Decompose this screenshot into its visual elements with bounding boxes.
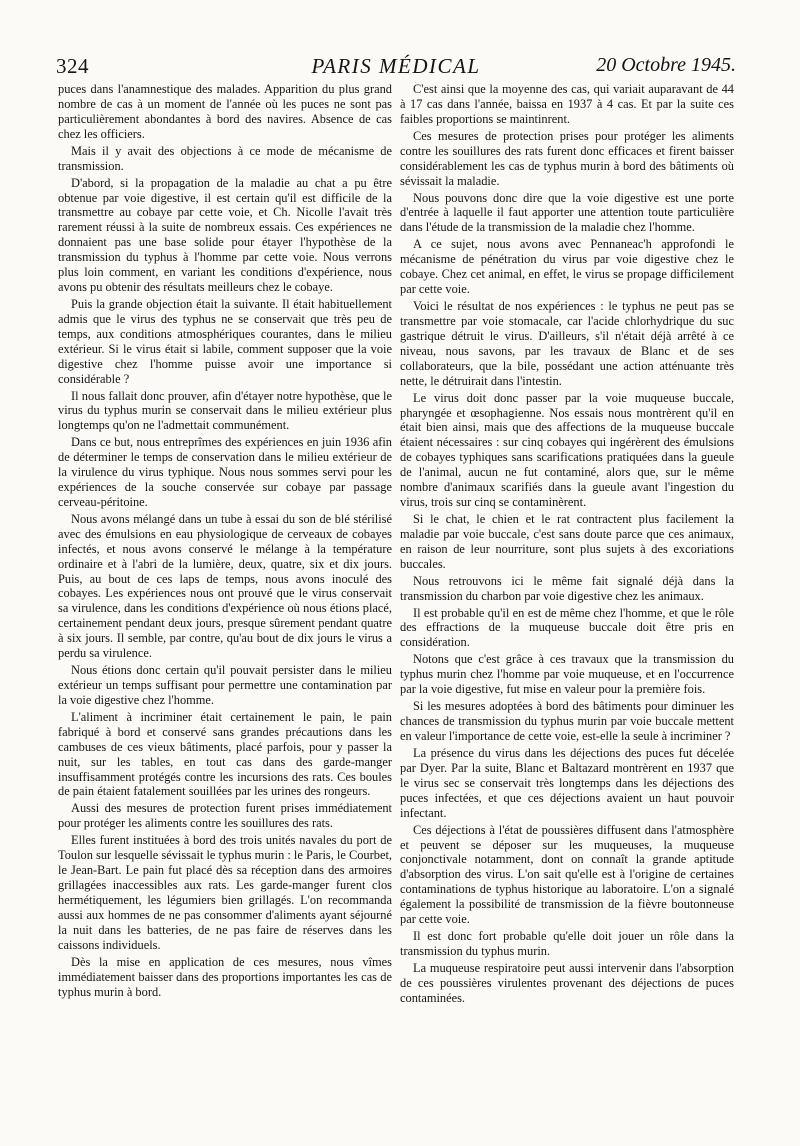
- paragraph: Dans ce but, nous entreprîmes des expériences en juin 1936 afin de déterminer le temps de conservation dans le milieu extérieur de la virulence du virus typhique. Nous nous sommes servi pour les expériences de la souche conservée sur cobaye par passage cerveau-péritoine.: [58, 435, 392, 509]
- paragraph: Nous retrouvons ici le même fait signalé déjà dans la transmission du charbon par voie digestive chez les animaux.: [400, 573, 734, 603]
- paragraph: Si le chat, le chien et le rat contractent plus facilement la maladie par voie buccale, c'est sans doute parce que ces animaux, en raison de leur nourriture, sont plus sujets à des excoriations buccales.: [400, 511, 734, 571]
- paragraph: puces dans l'anamnestique des malades. Apparition du plus grand nombre de cas à un moment de l'année où les puces ne sont pas particulièrement abondantes à bord des navires. Absence de cas chez les officiers.: [58, 82, 392, 141]
- page-header: [56, 54, 736, 78]
- paragraph: A ce sujet, nous avons avec Pennaneac'h approfondi le mécanisme de pénétration du virus par voie digestive chez le cobaye. Chez cet animal, en effet, le virus se propage difficilement par cette voie.: [400, 237, 734, 297]
- paragraph: L'aliment à incriminer était certainement le pain, le pain fabriqué à bord et conservé sans grandes précautions dans les cambuses de ces vieux bâtiments, placé parfois, pour y passer la nuit, sur les tables, en tout cas dans des garde-manger insuffisamment protégés contre les incursions des rats. Ces boules de pain étaient fatalement souillées par les urines des rongeurs.: [58, 709, 392, 799]
- paragraph: Ces déjections à l'état de poussières diffusent dans l'atmosphère et peuvent se déposer sur les muqueuses, la muqueuse conjonctivale notamment, dont on connaît la grande aptitude d'absorption des virus. L'on sait qu'elle est à l'origine de certaines contaminations de typhus historique au laboratoire. L'on a signalé également la possibilité de transmission de la fièvre boutonneuse par cette voie.: [400, 822, 734, 927]
- issue-date: 20 Octobre 1945.: [596, 54, 736, 76]
- paragraph: Ces mesures de protection prises pour protéger les aliments contre les souillures des rats furent donc efficaces et firent baisser considérablement les cas de typhus murin à bord des bâtiments où sévissait la maladie.: [400, 128, 734, 188]
- paragraph: Il est donc fort probable qu'elle doit jouer un rôle dans la transmission du typhus murin.: [400, 929, 734, 958]
- left-column: [58, 82, 392, 1002]
- paragraph: Le virus doit donc passer par la voie muqueuse buccale, pharyngée et œsophagienne. Nos essais nous montrèrent qu'il en était bien ainsi, mais que des affections de la muqueuse buccale étaient nécessaires : sur cinq cobayes qui ingérèrent des émulsions de cobayes typhiques sans scarifications pratiquées dans la gueule de l'animal, aucun ne fut contaminé, alors que, sur le même nombre d'animaux scarifiés dans la gueule avant l'ingestion du virus, trois sur cinq se contaminèrent.: [400, 390, 734, 509]
- paragraph: Nous avons mélangé dans un tube à essai du son de blé stérilisé avec des émulsions en eau physiologique de cerveaux de cobayes infectés, et nous avons conservé le mélange à la température ordinaire et à l'abri de la lumière, deux, quatre, six et dix jours. Puis, au bout de ces laps de temps, nous avons inoculé des cobayes. Les expériences nous ont prouvé que le virus conservait sa virulence, dans les conditions d'expérience où nous étions placé, certainement pendant deux jours, presque sûrement pendant quatre à six jours. Il semble, par contre, qu'au bout de dix jours le virus a perdu sa virulence.: [58, 511, 392, 661]
- paragraph: Elles furent instituées à bord des trois unités navales du port de Toulon sur lesquelle sévissait le typhus murin : le Paris, le Courbet, le Jean-Bart. Le pain fut placé dès sa réception dans des armoires grillagées inaccessibles aux rats. Les garde-manger furent clos hermétiquement, les légumiers bien grillagés. L'on recommanda aussi aux hommes de ne pas consommer d'aliments ayant séjourné la nuit dans les batteries, de ne pas faire de réserves dans les caissons individuels.: [58, 833, 392, 952]
- paragraph: Si les mesures adoptées à bord des bâtiments pour diminuer les chances de transmission du typhus murin par voie buccale mettent en valeur l'importance de cette voie, est-elle la seule à incriminer ?: [400, 699, 734, 743]
- page-number: 324: [56, 54, 89, 78]
- paragraph: Il est probable qu'il en est de même chez l'homme, et que le rôle des effractions de la muqueuse buccale doit être pris en considération.: [400, 605, 734, 650]
- journal-title: PARIS MÉDICAL: [311, 54, 481, 78]
- paragraph: La présence du virus dans les déjections des puces fut décelée par Dyer. Par la suite, Blanc et Baltazard montrèrent en 1937 que le virus sec se conservait très longtemps dans les déjections des puces infectées, et que ces déjections avaient un haut pouvoir infectant.: [400, 746, 734, 820]
- paragraph: Mais il y avait des objections à ce mode de mécanisme de transmission.: [58, 143, 392, 173]
- paragraph: Dès la mise en application de ces mesures, nous vîmes immédiatement baisser dans des proportions importantes les cas de typhus murin à bord.: [58, 954, 392, 999]
- right-column: [400, 82, 734, 1008]
- paragraph: Notons que c'est grâce à ces travaux que la transmission du typhus murin chez l'homme par voie muqueuse, et en l'occurrence par la voie digestive, fut mise en valeur pour la première fois.: [400, 652, 734, 697]
- paragraph: Aussi des mesures de protection furent prises immédiatement pour protéger les aliments contre les souillures des rats.: [58, 801, 392, 831]
- paragraph: Il nous fallait donc prouver, afin d'étayer notre hypothèse, que le virus du typhus murin se conservait dans le milieu extérieur plus longtemps qu'on ne l'admettait communément.: [58, 388, 392, 433]
- paragraph: Voici le résultat de nos expériences : le typhus ne peut pas se transmettre par voie stomacale, car l'acide chlorhydrique du suc gastrique détruit le virus. D'ailleurs, s'il n'était déjà arrêté à ce niveau, nous savons, par les travaux de Blanc et de ses collaborateurs, que la bile, possédant une action atténuante très nette, le détruirait dans l'intestin.: [400, 299, 734, 388]
- paragraph: D'abord, si la propagation de la maladie au chat a pu être obtenue par voie digestive, il est certain qu'il est difficile de la transmettre au cobaye par cette voie, et Ch. Nicolle l'avait très rarement réussi à la suite de nombreux essais. Ces expériences ne donnaient pas une base solide pour étayer l'hypothèse de la transmission du typhus à l'homme par cette voie. Nous verrons plus loin comment, en variant les conditions d'expérience, nous avons pu obtenir des résultats meilleurs chez le cobaye.: [58, 175, 392, 294]
- paragraph: C'est ainsi que la moyenne des cas, qui variait auparavant de 44 à 17 cas dans l'année, baissa en 1937 à 4 cas. Et par la suite ces faibles proportions se maintinrent.: [400, 82, 734, 126]
- paragraph: La muqueuse respiratoire peut aussi intervenir dans l'absorption de ces poussières virulentes provenant des déjections de puces contaminées.: [400, 960, 734, 1005]
- paragraph: Puis la grande objection était la suivante. Il était habituellement admis que le virus des typhus ne se conservait que très peu de temps, aux conditions atmosphériques courantes, dans le milieu extérieur. Si le virus était si labile, comment supposer que la voie digestive chez l'homme puisse avoir une importance si considérable ?: [58, 296, 392, 386]
- paragraph: Nous pouvons donc dire que la voie digestive est une porte d'entrée à laquelle il faut apporter une attention toute particulière dans l'étude de la transmission de la maladie chez l'homme.: [400, 190, 734, 235]
- paragraph: Nous étions donc certain qu'il pouvait persister dans le milieu extérieur un temps suffisant pour permettre une contamination par la voie digestive chez l'homme.: [58, 663, 392, 707]
